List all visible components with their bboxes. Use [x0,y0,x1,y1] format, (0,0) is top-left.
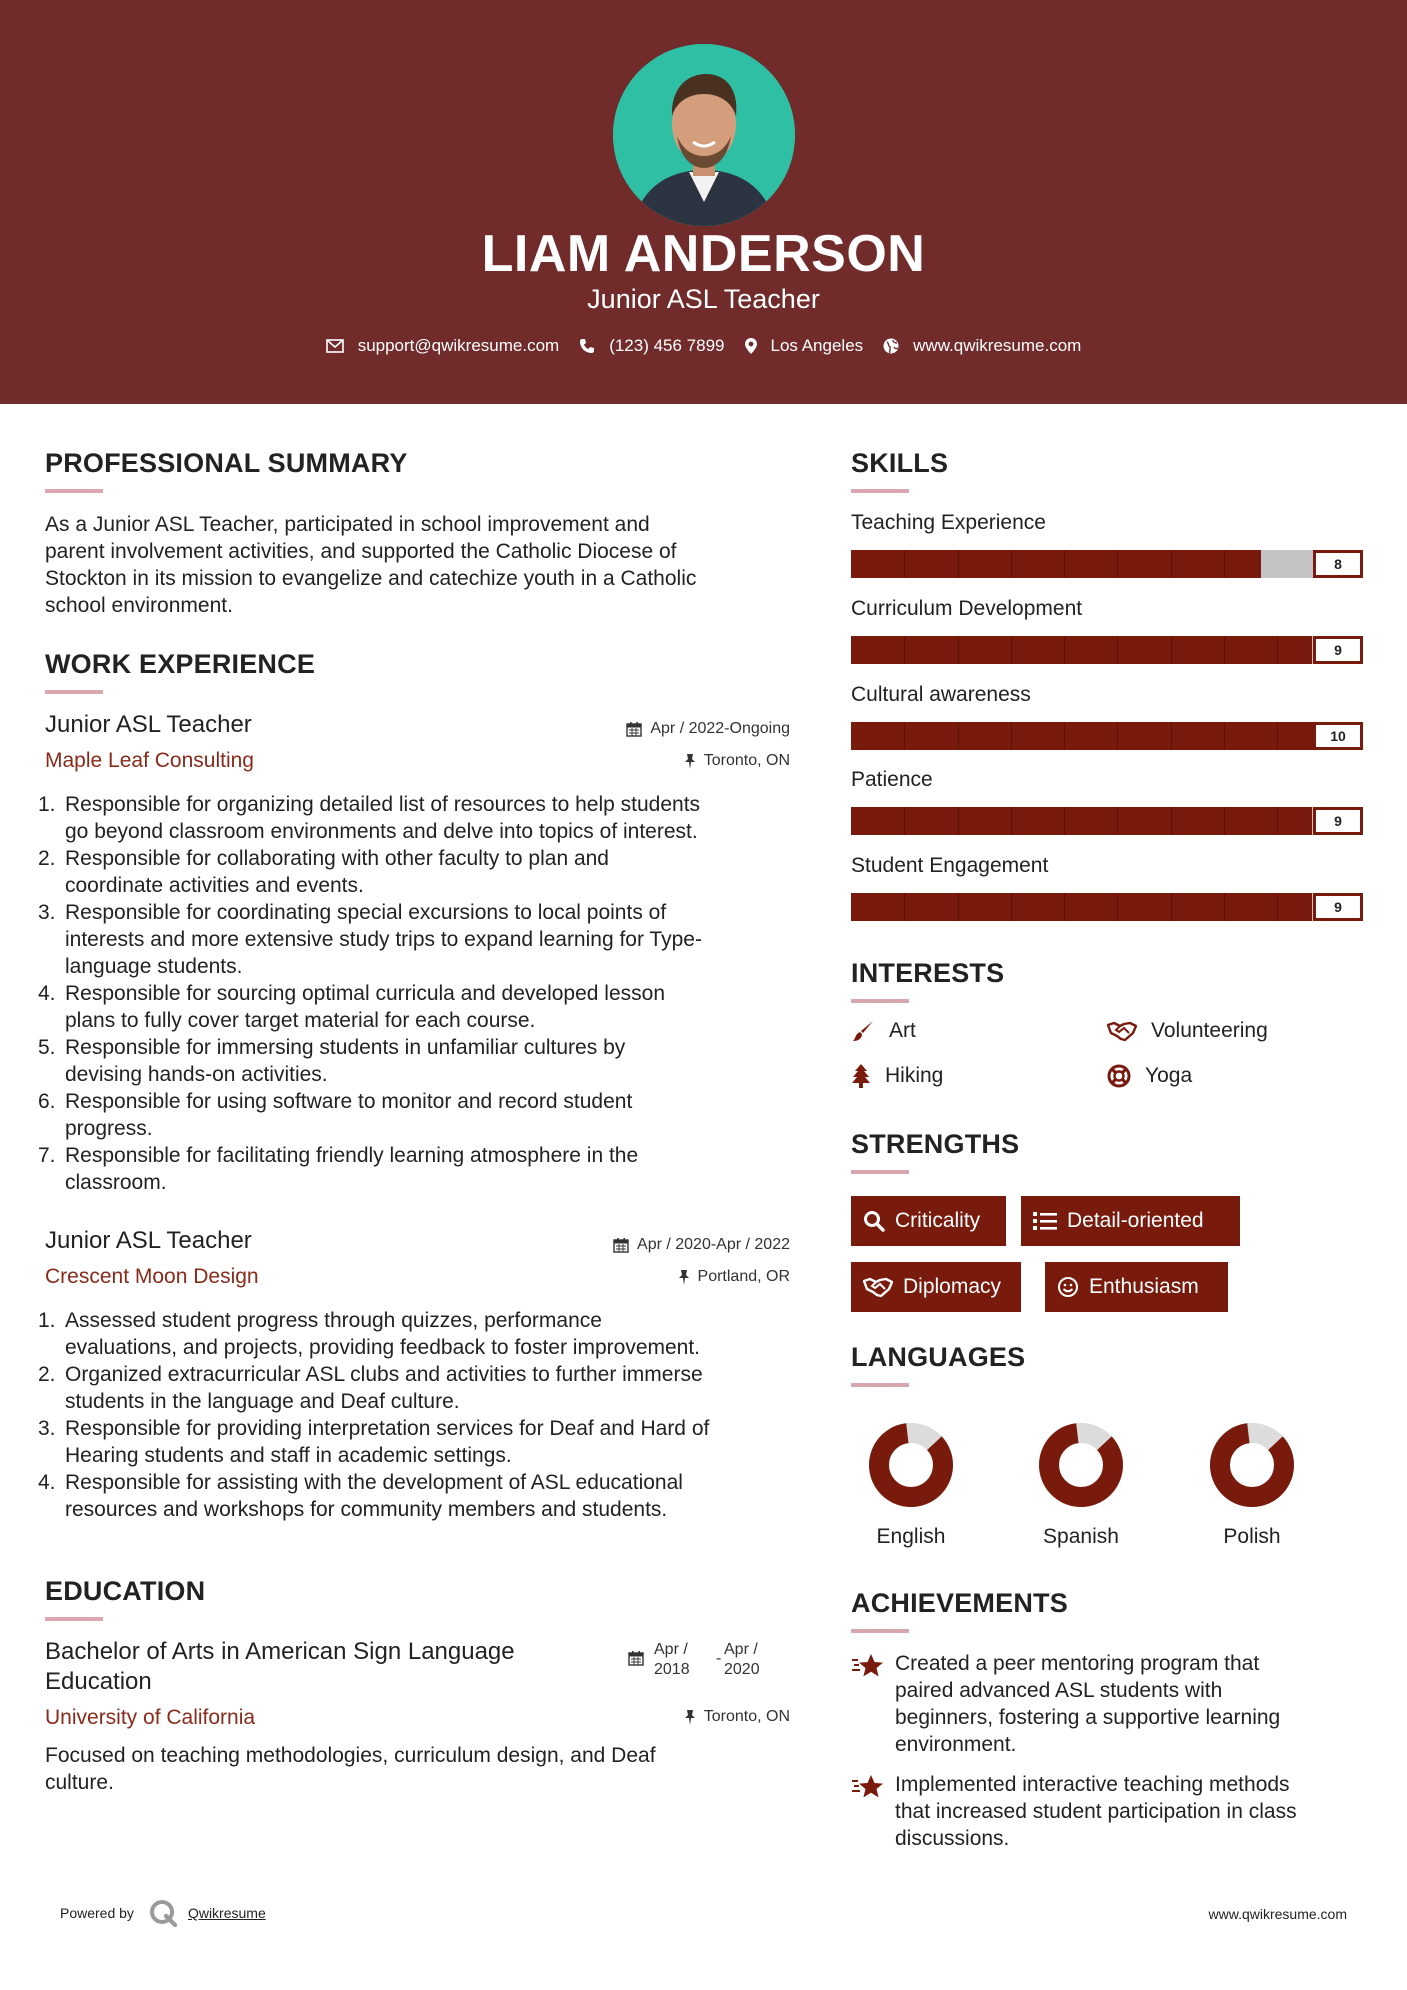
skill-bar-fill [851,807,1312,835]
skill-label: Teaching Experience [851,511,1046,534]
skill-bar-segment [1224,893,1225,921]
language-item [1011,1420,1151,1549]
list-item: 3. Responsible for providing interpretation services for Deaf and Hard of Hearing students and staff in academic settings. [38,1417,710,1467]
skill-bar [851,722,1363,750]
experience-underline [45,690,103,694]
interest-item: Yoga [1107,1064,1192,1088]
contact-bar [0,336,1407,356]
contact-email[interactable] [326,336,560,356]
achievement-item [851,1650,1371,1758]
list-item: 1. Assessed student progress through quizzes, performance evaluations, and projects, providing feedback to foster improvement. [38,1309,701,1359]
job-date [500,720,790,738]
skill-bar-segment [1064,722,1065,750]
list-item: 7. Responsible for facilitating friendly learning atmosphere in the classroom. [38,1144,639,1194]
list-item: 4. Responsible for sourcing optimal curricula and developed lesson plans to fully cover target material for each course. [38,982,666,1032]
pushpin-icon [684,753,696,769]
skill-bar-segment [1171,550,1172,578]
contact-location [745,336,864,356]
achievement-text: Created a peer mentoring program that paired advanced ASL students with beginners, fostering a supportive learning environment. [895,1652,1281,1756]
skill-bar-segment [1277,636,1278,664]
skill-bar-segment [958,893,959,921]
pushpin-icon [678,1269,690,1285]
interest-item: Hiking [851,1064,943,1088]
skills-heading: SKILLS [851,448,949,478]
job-title: Junior ASL Teacher [45,711,252,738]
skill-bar-segment [958,550,959,578]
job-duties-list [38,1307,808,1523]
handshake-icon [1107,1020,1137,1042]
skill-bar-segment [1011,722,1012,750]
skill-label: Patience [851,768,933,791]
skill-bar-segment [1011,636,1012,664]
skill-value: 9 [1313,636,1363,664]
languages-underline [851,1383,909,1387]
smile-icon [1057,1276,1079,1298]
map-pin-icon [745,338,757,354]
skill-bar [851,807,1363,835]
star-icon [851,1652,885,1680]
skills-underline [851,489,909,493]
skill-bar-segment [1277,893,1278,921]
strength-badge: Detail-oriented [1021,1196,1240,1246]
contact-website-text: www.qwikresume.com [913,336,1082,355]
job-company: Maple Leaf Consulting [45,749,254,772]
strength-badge: Diplomacy [851,1262,1021,1312]
skill-bar-segment [1064,893,1065,921]
contact-phone[interactable] [579,336,724,356]
skill-bar-segment [958,807,959,835]
skill-bar-segment [958,636,959,664]
interests-underline [851,999,909,1003]
skill-bar-fill [851,722,1363,750]
footer-powered-by: Powered by Qwikresume [60,1898,266,1928]
achievement-item [851,1771,1371,1852]
summary-line: school environment. [45,594,233,617]
job-title: Junior ASL Teacher [45,1227,252,1254]
handshake-icon [863,1276,893,1298]
skill-bar-segment [1117,893,1118,921]
strength-badge: Criticality [851,1196,1006,1246]
skill-label: Cultural awareness [851,683,1031,706]
skill-value: 10 [1313,722,1363,750]
list-item: 5. Responsible for immersing students in unfamiliar cultures by devising hands-on activities. [38,1036,626,1086]
skill-value: 9 [1313,807,1363,835]
achievement-text: Implemented interactive teaching methods that increased student participation in class discussions. [895,1773,1297,1850]
candidate-title: Junior ASL Teacher [587,284,820,314]
language-donut [1207,1420,1297,1510]
interest-item: Volunteering [1107,1019,1268,1043]
skill-bar-segment [1011,893,1012,921]
strength-badge: Enthusiasm [1045,1262,1228,1312]
skill-bar-segment [1224,636,1225,664]
list-item: 2. Organized extracurricular ASL clubs and activities to further immerse students in the language and Deaf culture. [38,1363,703,1413]
job-company: Crescent Moon Design [45,1265,259,1288]
envelope-icon [326,339,344,353]
resume-header [0,0,1407,404]
footer-url[interactable]: www.qwikresume.com [1208,1906,1347,1922]
footer-brand-link[interactable]: Qwikresume [187,1905,266,1921]
profile-photo [613,44,795,226]
skill-bar [851,636,1363,664]
skill-bar-segment [1064,636,1065,664]
globe-icon [883,338,899,354]
language-donut [866,1420,956,1510]
list-item: 6. Responsible for using software to monitor and record student progress. [38,1090,633,1140]
skill-value: 8 [1313,550,1363,578]
skill-bar-fill [851,636,1312,664]
job-location [500,1268,790,1286]
candidate-name: LIAM ANDERSON [481,225,926,283]
skill-bar-segment [904,722,905,750]
paintbrush-icon [851,1019,875,1043]
skill-bar-fill [851,893,1312,921]
education-location [500,1708,790,1726]
calendar-icon [626,721,642,737]
experience-heading: WORK EXPERIENCE [45,649,316,679]
job-location-text: Portland, OR [697,1268,790,1285]
achievements-heading: ACHIEVEMENTS [851,1588,1068,1618]
language-label: Polish [1223,1525,1281,1548]
skill-bar-segment [1117,636,1118,664]
summary-text [45,511,805,619]
education-underline [45,1617,103,1621]
job-duties-list [38,791,808,1196]
skill-bar-segment [1117,807,1118,835]
job-date [500,1236,790,1254]
job-date-text: Apr / 2022-Ongoing [650,720,790,737]
search-icon [863,1210,885,1232]
languages-heading: LANGUAGES [851,1342,1026,1372]
skill-bar-segment [1277,807,1278,835]
skill-bar-segment [1117,722,1118,750]
lifebuoy-icon [1107,1064,1131,1088]
summary-heading: PROFESSIONAL SUMMARY [45,448,408,478]
skill-bar-segment [1277,722,1278,750]
job-date-text: Apr / 2020-Apr / 2022 [637,1236,790,1253]
language-item [1182,1420,1322,1549]
skill-bar-segment [1064,807,1065,835]
skill-bar-segment [1171,722,1172,750]
achievements-underline [851,1629,909,1633]
skill-bar-segment [904,893,905,921]
skill-bar-segment [1224,807,1225,835]
tree-icon [851,1064,871,1088]
skill-label: Curriculum Development [851,597,1083,620]
skill-label: Student Engagement [851,854,1049,877]
summary-underline [45,489,103,493]
education-heading: EDUCATION [45,1576,206,1606]
language-label: English [876,1525,946,1548]
skill-bar-segment [958,722,959,750]
education-date-start: Apr / 2018 [654,1641,690,1678]
qwikresume-logo-icon [148,1898,178,1928]
person-avatar-icon [613,44,795,226]
skill-bar-segment [904,550,905,578]
language-label: Spanish [1043,1525,1119,1548]
skill-bar [851,893,1363,921]
skill-value: 9 [1313,893,1363,921]
contact-website[interactable] [883,336,1081,356]
skill-bar-segment [1171,636,1172,664]
calendar-icon [628,1650,644,1671]
skill-bar-fill [851,550,1261,578]
education-degree: Bachelor of Arts in American Sign Language Education [45,1638,515,1695]
skill-bar-segment [904,807,905,835]
language-item [841,1420,981,1549]
skill-bar-segment [904,636,905,664]
strengths-heading: STRENGTHS [851,1129,1020,1159]
skill-bar-segment [1117,550,1118,578]
skill-bar [851,550,1363,578]
contact-phone-text: (123) 456 7899 [609,336,725,355]
list-item: 2. Responsible for collaborating with other faculty to plan and coordinate activities and events. [38,847,609,897]
interests-heading: INTERESTS [851,958,1005,988]
education-location-text: Toronto, ON [703,1708,790,1725]
skill-bar-segment [1011,550,1012,578]
phone-icon [579,338,595,354]
list-item: 1. Responsible for organizing detailed list of resources to help students go beyond classroom environments and delve into topics of interest. [38,793,701,843]
education-description: Focused on teaching methodologies, curriculum design, and Deaf culture. [45,1744,656,1794]
contact-email-text: support@qwikresume.com [357,336,560,355]
job-location [500,752,790,770]
summary-line: parent involvement activities, and supported the Catholic Diocese of [45,540,677,563]
skill-bar-segment [1171,893,1172,921]
skill-bar-segment [1224,722,1225,750]
contact-location-text: Los Angeles [770,336,864,355]
education-school: University of California [45,1706,256,1729]
skill-bar-segment [1064,550,1065,578]
list-item: 3. Responsible for coordinating special excursions to local points of interests and more extensive study trips to expand learning for Type- language students. [38,901,702,978]
pushpin-icon [684,1709,696,1725]
language-donut [1036,1420,1126,1510]
list-icon [1033,1211,1057,1231]
summary-line: Stockton in its mission to evangelize and catechize youth in a Catholic [45,567,697,590]
job-location-text: Toronto, ON [703,752,790,769]
education-date-separator: - [716,1650,722,1667]
star-icon [851,1773,885,1801]
interest-item: Art [851,1019,916,1043]
list-item: 4. Responsible for assisting with the development of ASL educational resources and workshops for community members and students. [38,1471,683,1521]
summary-line: As a Junior ASL Teacher, participated in school improvement and [45,513,650,536]
skill-bar-segment [1011,807,1012,835]
strengths-underline [851,1170,909,1174]
skill-bar-segment [1224,550,1225,578]
education-date-end: Apr / 2020 [724,1641,760,1678]
calendar-icon [613,1237,629,1253]
skill-bar-segment [1171,807,1172,835]
